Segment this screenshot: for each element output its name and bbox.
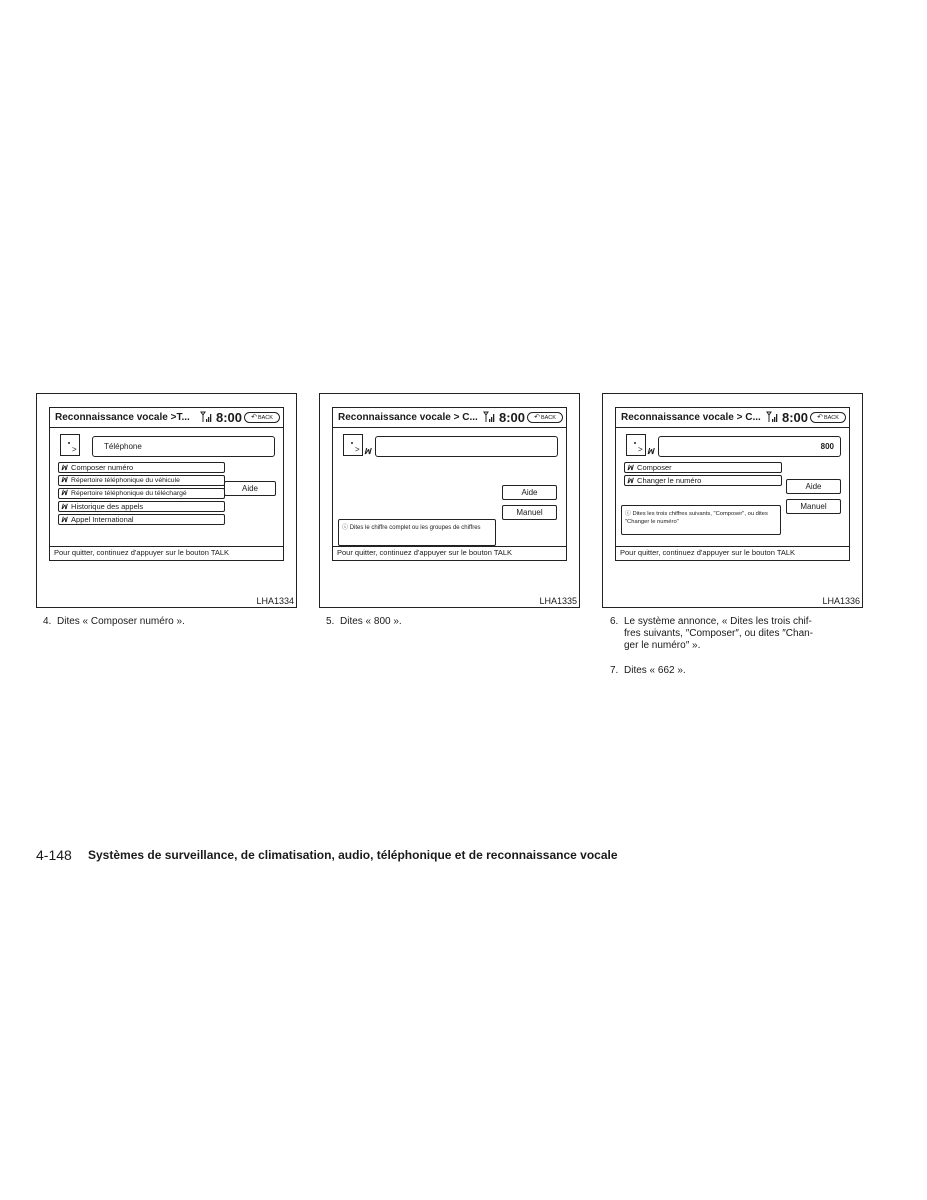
option-label: Appel International bbox=[71, 515, 134, 524]
signal-strength-icon bbox=[483, 411, 496, 423]
option-appel-international[interactable] bbox=[58, 514, 225, 525]
option-label: Historique des appels bbox=[71, 502, 144, 511]
option-label: Changer le numéro bbox=[637, 476, 702, 485]
back-label: BACK bbox=[823, 415, 839, 421]
back-arrow-icon: ↶ bbox=[251, 414, 257, 421]
header-title: Reconnaissance vocale > C... bbox=[621, 412, 761, 423]
screen-1 bbox=[49, 407, 284, 561]
screen-footer: Pour quitter, continuez d'appuyer sur le bouton TALK bbox=[50, 546, 283, 560]
option-changer-numero[interactable] bbox=[624, 475, 782, 486]
back-label: BACK bbox=[540, 415, 556, 421]
screen-footer: Pour quitter, continuez d'appuyer sur le bouton TALK bbox=[616, 546, 849, 560]
option-historique-appels[interactable] bbox=[58, 501, 225, 512]
voice-text-field: 800 bbox=[658, 436, 841, 457]
clock: 8:00 bbox=[782, 410, 809, 425]
figure-code: LHA1334 bbox=[256, 596, 294, 606]
step-text-line-1: Le système annonce, « Dites les trois chif- bbox=[624, 616, 812, 627]
voice-command-icon: ꟽ bbox=[627, 478, 634, 485]
step-number: 7. bbox=[610, 665, 619, 676]
step-text-line-3: ger le numéro″ ». bbox=[624, 640, 701, 651]
info-box bbox=[338, 519, 496, 546]
option-repertoire-telecharge[interactable] bbox=[58, 488, 225, 499]
manuel-button[interactable]: Manuel bbox=[502, 505, 557, 520]
back-button[interactable] bbox=[810, 412, 846, 423]
back-button[interactable] bbox=[244, 412, 280, 423]
voice-command-icon: ꟽ bbox=[61, 517, 68, 524]
back-button[interactable] bbox=[527, 412, 563, 423]
step-text-line-2: fres suivants, ″Composer″, ou dites ″Chan- bbox=[624, 628, 814, 639]
aide-button[interactable]: Aide bbox=[786, 479, 841, 494]
info-box bbox=[621, 505, 781, 535]
voice-command-icon: ꟽ bbox=[627, 465, 634, 472]
voice-face-icon: > bbox=[626, 434, 646, 456]
page-section-title: Systèmes de surveillance, de climatisation, audio, téléphonique et de reconnaissance vocale bbox=[88, 848, 618, 862]
step-number: 6. bbox=[610, 616, 619, 627]
option-label: Répertoire téléphonique du véhicule bbox=[71, 477, 180, 484]
option-label: Composer bbox=[637, 463, 672, 472]
clock: 8:00 bbox=[216, 410, 243, 425]
voice-listening-icon: ꟽ bbox=[364, 447, 371, 456]
signal-strength-icon bbox=[200, 411, 213, 423]
voice-command-icon: ꟽ bbox=[61, 490, 68, 497]
voice-text-field: Téléphone bbox=[92, 436, 275, 457]
step-text: Dites « 662 ». bbox=[624, 665, 686, 676]
figure-code: LHA1335 bbox=[539, 596, 577, 606]
option-label: Répertoire téléphonique du téléchargé bbox=[71, 490, 187, 497]
figure-2 bbox=[319, 393, 580, 608]
voice-command-icon: ꟽ bbox=[61, 477, 68, 484]
voice-face-icon: > bbox=[60, 434, 80, 456]
voice-command-icon: ꟽ bbox=[61, 504, 68, 511]
info-icon: ⓘ bbox=[625, 511, 631, 517]
aide-button[interactable]: Aide bbox=[224, 481, 276, 496]
info-icon: ⓘ bbox=[342, 525, 349, 531]
aide-button[interactable]: Aide bbox=[502, 485, 557, 500]
back-arrow-icon: ↶ bbox=[534, 414, 540, 421]
step-number: 5. bbox=[326, 616, 335, 627]
info-text: Dites le chiffre complet ou les groupes de chiffres bbox=[349, 525, 481, 531]
screen-header bbox=[333, 408, 566, 428]
info-text: Dites les trois chiffres suivants, "Composer", ou dites "Changer le numéro" bbox=[625, 511, 768, 525]
voice-face-icon: > bbox=[343, 434, 363, 456]
screen-header bbox=[616, 408, 849, 428]
screen-footer: Pour quitter, continuez d'appuyer sur le bouton TALK bbox=[333, 546, 566, 560]
back-arrow-icon: ↶ bbox=[817, 414, 823, 421]
header-title: Reconnaissance vocale >T... bbox=[55, 412, 190, 423]
header-title: Reconnaissance vocale > C... bbox=[338, 412, 478, 423]
option-composer-numero[interactable] bbox=[58, 462, 225, 473]
screen-2 bbox=[332, 407, 567, 561]
screen-header bbox=[50, 408, 283, 428]
manuel-button[interactable]: Manuel bbox=[786, 499, 841, 514]
figure-1 bbox=[36, 393, 297, 608]
step-text: Dites « Composer numéro ». bbox=[57, 616, 185, 627]
voice-command-icon: ꟽ bbox=[61, 465, 68, 472]
back-label: BACK bbox=[257, 415, 273, 421]
voice-text-field bbox=[375, 436, 558, 457]
voice-listening-icon: ꟽ bbox=[647, 447, 654, 456]
figure-3 bbox=[602, 393, 863, 608]
option-repertoire-vehicule[interactable] bbox=[58, 475, 225, 486]
clock: 8:00 bbox=[499, 410, 526, 425]
caption-step-6 bbox=[610, 616, 870, 656]
step-number: 4. bbox=[43, 616, 52, 627]
option-label: Composer numéro bbox=[71, 463, 134, 472]
page-number: 4-148 bbox=[36, 847, 72, 863]
figure-code: LHA1336 bbox=[822, 596, 860, 606]
option-composer[interactable] bbox=[624, 462, 782, 473]
step-text: Dites « 800 ». bbox=[340, 616, 402, 627]
signal-strength-icon bbox=[766, 411, 779, 423]
screen-3 bbox=[615, 407, 850, 561]
